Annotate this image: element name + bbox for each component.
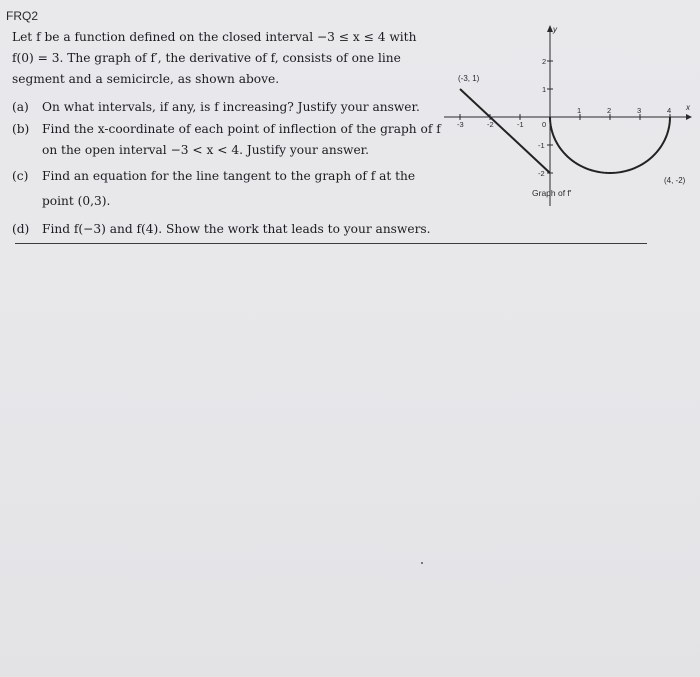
question-line: Find the x-coordinate of each point of inflection of the graph of f	[42, 122, 441, 136]
question-text	[42, 166, 415, 212]
f-prime-line-segment	[460, 89, 550, 173]
start-point-label: (-3, 1)	[458, 74, 480, 83]
question-label: (c)	[12, 169, 29, 183]
question-b	[12, 119, 441, 161]
x-tick-label: 3	[637, 106, 642, 115]
question-text: On what intervals, if any, is f increasing? Justify your answer.	[42, 100, 420, 114]
section-divider	[15, 243, 647, 244]
x-tick-label: 1	[577, 106, 582, 115]
x-tick-label: -1	[517, 120, 524, 129]
intro-line: f(0) = 3. The graph of f′, the derivative of f, consists of one line	[12, 51, 401, 65]
intro-line: Let f be a function defined on the closed interval −3 ≤ x ≤ 4 with	[12, 30, 417, 44]
paper-speck	[421, 562, 423, 564]
x-tick-label: 4	[667, 106, 672, 115]
y-tick-label: 2	[542, 57, 547, 66]
end-point-label: (4, -2)	[664, 176, 686, 185]
graph-caption: Graph of f′	[532, 188, 572, 198]
y-tick-label: -2	[538, 169, 545, 178]
x-tick-label: 2	[607, 106, 612, 115]
question-line: on the open interval −3 < x < 4. Justify your answer.	[42, 143, 370, 157]
problem-intro	[12, 27, 444, 90]
x-axis-arrow	[686, 114, 692, 120]
question-text: Find f(−3) and f(4). Show the work that leads to your answers.	[42, 222, 431, 236]
question-text	[42, 119, 441, 161]
x-tick-label: 0	[542, 120, 547, 129]
question-label: (b)	[12, 122, 30, 136]
derivative-graph	[440, 20, 690, 210]
problem-code: FRQ2	[6, 9, 39, 23]
question-label: (d)	[12, 222, 30, 236]
question-line: Find an equation for the line tangent to the graph of f at the	[42, 169, 416, 183]
f-prime-semicircle	[550, 117, 670, 173]
question-label: (a)	[12, 100, 29, 114]
question-line: point (0,3).	[42, 194, 111, 208]
x-tick-label: -3	[457, 120, 464, 129]
x-axis-name: x	[686, 103, 690, 112]
x-tick-label: -2	[487, 120, 494, 129]
question-c	[12, 166, 415, 212]
y-tick-label: -1	[538, 141, 545, 150]
y-tick-label: 1	[542, 85, 547, 94]
y-axis-name: y	[553, 25, 557, 34]
intro-line: segment and a semicircle, as shown above.	[12, 72, 280, 86]
question-a	[12, 97, 420, 118]
question-d	[12, 219, 431, 240]
